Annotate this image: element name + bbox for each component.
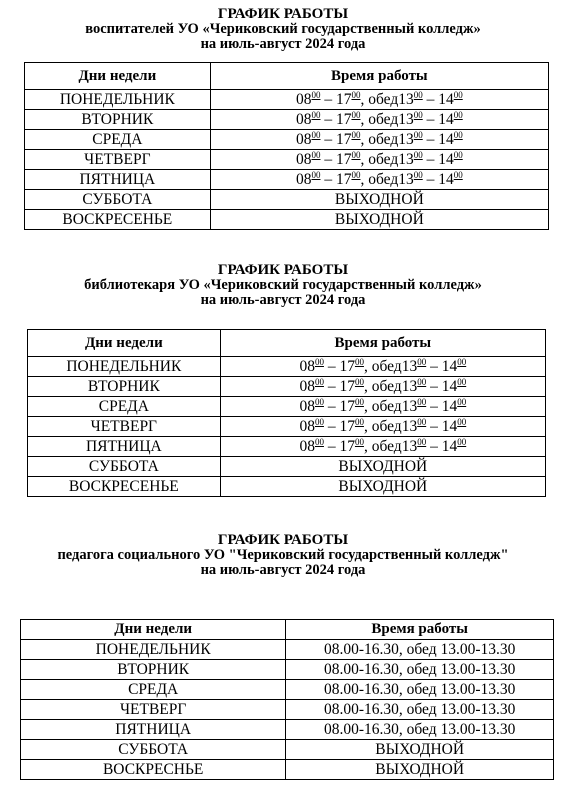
- hours-cell: [210, 150, 548, 170]
- hours-cell: ВЫХОДНОЙ: [286, 740, 554, 760]
- time-part-lunch-end-min: 00: [453, 110, 463, 120]
- day-cell: ВОСКРЕСЕНЬЕ: [28, 477, 221, 497]
- time-part-lunch-start: 13: [398, 171, 414, 188]
- time-part-lunch-label: , обед: [363, 438, 402, 455]
- table-row: [21, 760, 554, 780]
- time-part-lunch-start: 13: [398, 131, 414, 148]
- hours-cell: [210, 110, 548, 130]
- time-part-lunch-start: 13: [398, 151, 414, 168]
- time-part-lunch-start: 13: [401, 438, 418, 455]
- day-cell: СРЕДА: [28, 397, 221, 417]
- time-part-lunch-start-min: 00: [413, 130, 423, 140]
- hours-cell: 08.00-16.30, обед 13.00-13.30: [286, 720, 554, 740]
- table-row: [21, 680, 554, 700]
- time-part-start: 08: [295, 111, 312, 128]
- hours-cell: ВЫХОДНОЙ: [210, 190, 548, 210]
- time-part-end: 17: [335, 151, 352, 168]
- day-cell: СУББОТА: [25, 190, 211, 210]
- schedule-subtitle: библиотекаря УО «Чериковский государственный колледж»: [84, 277, 482, 293]
- hours-cell: ВЫХОДНОЙ: [286, 760, 554, 780]
- time-part-start-min: 00: [314, 377, 324, 387]
- table-row: [25, 130, 549, 150]
- time-part-dash: –: [426, 418, 442, 435]
- schedule-3-table: [20, 619, 554, 780]
- table-row: [25, 170, 549, 190]
- table-row: [28, 457, 546, 477]
- time-part-start: 08: [295, 131, 312, 148]
- day-cell: ВОСКРЕСЕНЬЕ: [25, 210, 211, 230]
- time-part-lunch-label: , обед: [363, 418, 402, 435]
- hours-cell: [220, 417, 545, 437]
- day-cell: ЧЕТВЕРГ: [28, 417, 221, 437]
- table-row: [21, 740, 554, 760]
- schedule-2-table: [27, 329, 546, 497]
- time-part-dash: –: [422, 131, 439, 148]
- time-part-lunch-label: , обед: [363, 378, 402, 395]
- table-row: [21, 660, 554, 680]
- time-part-end-min: 00: [354, 437, 364, 447]
- time-part-dash: –: [320, 111, 336, 128]
- schedule-title: ГРАФИК РАБОТЫ: [217, 262, 349, 278]
- time-part-lunch-start: 13: [398, 91, 414, 108]
- header-days: Дни недели: [25, 63, 211, 90]
- time-part-lunch-end: 14: [438, 131, 454, 148]
- time-part-start: 08: [299, 358, 315, 375]
- time-part-start-min: 00: [314, 417, 324, 427]
- day-cell: СРЕДА: [25, 130, 211, 150]
- time-part-end: 17: [339, 398, 355, 415]
- time-part-lunch-start: 13: [398, 111, 414, 128]
- time-part-end-min: 00: [354, 397, 364, 407]
- time-part-dash: –: [323, 398, 340, 415]
- hours-cell: 08.00-16.30, обед 13.00-13.30: [286, 700, 554, 720]
- day-cell: СРЕДА: [21, 680, 286, 700]
- time-part-dash: –: [422, 171, 439, 188]
- day-cell: ПЯТНИЦА: [28, 437, 221, 457]
- time-part-lunch-label: , обед: [360, 91, 399, 108]
- time-part-dash: –: [426, 358, 442, 375]
- hours-cell: [220, 437, 545, 457]
- time-part-end-min: 00: [351, 150, 361, 160]
- day-cell: ВТОРНИК: [21, 660, 286, 680]
- table-row: [28, 417, 546, 437]
- header-days: Дни недели: [21, 620, 286, 640]
- time-part-dash: –: [320, 151, 336, 168]
- time-part-end: 17: [339, 438, 355, 455]
- time-part-lunch-end-min: 00: [453, 170, 463, 180]
- time-part-lunch-end: 14: [441, 438, 458, 455]
- schedule-2-heading: [0, 263, 566, 308]
- time-part-end-min: 00: [354, 357, 364, 367]
- time-part-lunch-start-min: 00: [417, 417, 427, 427]
- time-part-lunch-end: 14: [438, 91, 454, 108]
- time-part-lunch-end-min: 00: [453, 150, 463, 160]
- schedule-title: ГРАФИК РАБОТЫ: [217, 6, 349, 22]
- day-cell: ВТОРНИК: [28, 377, 221, 397]
- table-header-row: [25, 63, 549, 90]
- table-row: [25, 150, 549, 170]
- time-part-end: 17: [339, 378, 355, 395]
- day-cell: СУББОТА: [28, 457, 221, 477]
- time-part-lunch-start: 13: [401, 358, 418, 375]
- time-part-lunch-end: 14: [438, 111, 454, 128]
- day-cell: ЧЕТВЕРГ: [25, 150, 211, 170]
- day-cell: ЧЕТВЕРГ: [21, 700, 286, 720]
- time-part-start-min: 00: [311, 150, 321, 160]
- time-part-end-min: 00: [354, 377, 364, 387]
- time-part-start: 08: [299, 438, 315, 455]
- time-part-dash: –: [323, 418, 340, 435]
- table-header-row: [28, 330, 546, 357]
- time-part-lunch-label: , обед: [360, 131, 399, 148]
- time-part-start-min: 00: [314, 437, 324, 447]
- time-part-dash: –: [320, 91, 336, 108]
- time-part-dash: –: [320, 131, 336, 148]
- time-part-dash: –: [426, 438, 442, 455]
- time-part-start: 08: [299, 398, 315, 415]
- header-days: Дни недели: [28, 330, 221, 357]
- time-part-start-min: 00: [311, 130, 321, 140]
- header-hours: Время работы: [210, 63, 548, 90]
- day-cell: ПОНЕДЕЛЬНИК: [21, 640, 286, 660]
- table-row: [28, 357, 546, 377]
- time-part-lunch-end-min: 00: [457, 397, 467, 407]
- time-part-dash: –: [422, 91, 439, 108]
- time-part-start: 08: [295, 151, 312, 168]
- time-part-dash: –: [320, 171, 336, 188]
- time-part-lunch-end-min: 00: [453, 130, 463, 140]
- schedule-1-table: [24, 62, 549, 230]
- time-part-lunch-start-min: 00: [413, 90, 423, 100]
- time-part-start: 08: [299, 418, 315, 435]
- schedule-subtitle: воспитателей УО «Чериковский государственный колледж»: [85, 21, 481, 37]
- time-part-start-min: 00: [311, 90, 321, 100]
- time-part-lunch-label: , обед: [363, 358, 402, 375]
- time-part-end-min: 00: [351, 110, 361, 120]
- schedule-subtitle: педагога социального УО "Чериковский государственный колледж": [57, 547, 509, 563]
- time-part-lunch-start-min: 00: [413, 170, 423, 180]
- schedule-3-heading: [0, 533, 566, 578]
- hours-cell: 08.00-16.30, обед 13.00-13.30: [286, 680, 554, 700]
- table-row: [28, 437, 546, 457]
- time-part-dash: –: [323, 438, 340, 455]
- hours-cell: [210, 170, 548, 190]
- schedule-1-heading: [0, 7, 566, 52]
- day-cell: ПОНЕДЕЛЬНИК: [28, 357, 221, 377]
- time-part-lunch-end-min: 00: [457, 377, 467, 387]
- time-part-end-min: 00: [351, 90, 361, 100]
- time-part-lunch-end: 14: [438, 151, 454, 168]
- day-cell: ПЯТНИЦА: [21, 720, 286, 740]
- time-part-lunch-end-min: 00: [457, 417, 467, 427]
- time-part-dash: –: [323, 358, 340, 375]
- time-part-end-min: 00: [351, 170, 361, 180]
- time-part-lunch-end: 14: [441, 358, 458, 375]
- day-cell: СУББОТА: [21, 740, 286, 760]
- time-part-start: 08: [295, 91, 312, 108]
- table-row: [28, 377, 546, 397]
- day-cell: ПОНЕДЕЛЬНИК: [25, 90, 211, 110]
- day-cell: ВОСКРЕСНЬЕ: [21, 760, 286, 780]
- time-part-lunch-start: 13: [401, 378, 418, 395]
- schedule-title: ГРАФИК РАБОТЫ: [217, 532, 349, 548]
- time-part-lunch-label: , обед: [360, 151, 399, 168]
- table-row: [21, 640, 554, 660]
- time-part-lunch-start: 13: [401, 398, 418, 415]
- time-part-lunch-start-min: 00: [417, 357, 427, 367]
- time-part-end-min: 00: [351, 130, 361, 140]
- hours-cell: 08.00-16.30, обед 13.00-13.30: [286, 640, 554, 660]
- time-part-lunch-end-min: 00: [457, 437, 467, 447]
- time-part-start: 08: [295, 171, 312, 188]
- time-part-end: 17: [339, 358, 355, 375]
- hours-cell: ВЫХОДНОЙ: [220, 457, 545, 477]
- table-row: [25, 110, 549, 130]
- hours-cell: [220, 377, 545, 397]
- header-hours: Время работы: [220, 330, 545, 357]
- time-part-lunch-start-min: 00: [417, 437, 427, 447]
- time-part-end: 17: [335, 111, 352, 128]
- time-part-dash: –: [426, 398, 442, 415]
- schedule-period: на июль-август 2024 года: [200, 36, 366, 52]
- table-row: [28, 397, 546, 417]
- time-part-lunch-end: 14: [441, 418, 458, 435]
- hours-cell: [220, 397, 545, 417]
- time-part-lunch-start-min: 00: [417, 397, 427, 407]
- time-part-lunch-start-min: 00: [417, 377, 427, 387]
- table-row: [21, 720, 554, 740]
- time-part-dash: –: [426, 378, 442, 395]
- time-part-lunch-label: , обед: [363, 398, 402, 415]
- table-row: [28, 477, 546, 497]
- time-part-dash: –: [422, 111, 439, 128]
- time-part-start-min: 00: [314, 357, 324, 367]
- time-part-start-min: 00: [311, 110, 321, 120]
- hours-cell: [220, 357, 545, 377]
- time-part-lunch-label: , обед: [360, 111, 399, 128]
- header-hours: Время работы: [286, 620, 554, 640]
- time-part-lunch-end-min: 00: [453, 90, 463, 100]
- table-row: [21, 700, 554, 720]
- time-part-lunch-end: 14: [438, 171, 454, 188]
- time-part-start-min: 00: [314, 397, 324, 407]
- time-part-lunch-end: 14: [441, 398, 458, 415]
- day-cell: ПЯТНИЦА: [25, 170, 211, 190]
- time-part-lunch-label: , обед: [360, 171, 399, 188]
- hours-cell: [210, 130, 548, 150]
- table-row: [25, 90, 549, 110]
- time-part-end: 17: [339, 418, 355, 435]
- table-header-row: [21, 620, 554, 640]
- time-part-lunch-end: 14: [441, 378, 458, 395]
- time-part-end: 17: [335, 91, 352, 108]
- time-part-dash: –: [323, 378, 340, 395]
- hours-cell: [210, 90, 548, 110]
- time-part-end-min: 00: [354, 417, 364, 427]
- time-part-end: 17: [335, 171, 352, 188]
- time-part-start-min: 00: [311, 170, 321, 180]
- time-part-lunch-start-min: 00: [413, 110, 423, 120]
- schedule-period: на июль-август 2024 года: [200, 292, 366, 308]
- table-row: [25, 190, 549, 210]
- time-part-lunch-start: 13: [401, 418, 418, 435]
- day-cell: ВТОРНИК: [25, 110, 211, 130]
- hours-cell: ВЫХОДНОЙ: [210, 210, 548, 230]
- time-part-start: 08: [299, 378, 315, 395]
- time-part-lunch-end-min: 00: [457, 357, 467, 367]
- hours-cell: 08.00-16.30, обед 13.00-13.30: [286, 660, 554, 680]
- time-part-lunch-start-min: 00: [413, 150, 423, 160]
- time-part-dash: –: [422, 151, 439, 168]
- schedule-period: на июль-август 2024 года: [200, 562, 366, 578]
- table-row: [25, 210, 549, 230]
- time-part-end: 17: [335, 131, 352, 148]
- hours-cell: ВЫХОДНОЙ: [220, 477, 545, 497]
